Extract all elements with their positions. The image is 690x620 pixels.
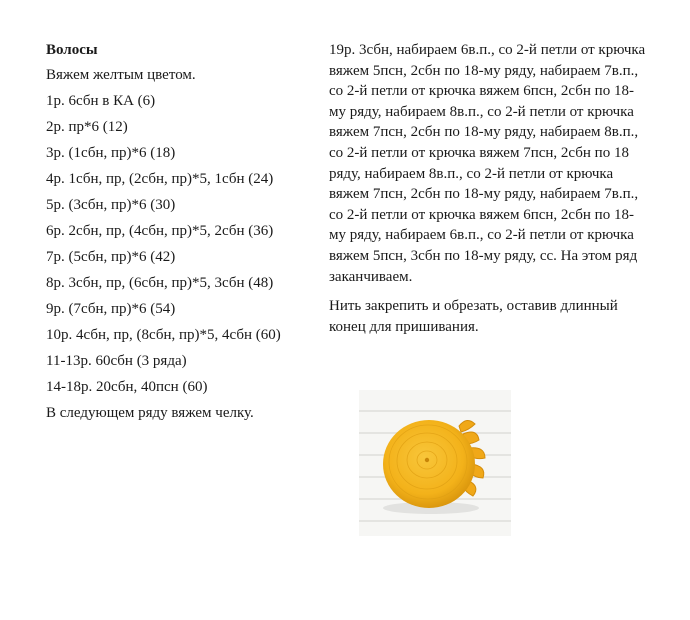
left-column <box>46 40 326 429</box>
right-column <box>329 40 649 346</box>
crochet-cap-illustration <box>359 390 511 536</box>
crochet-cap-photo <box>359 390 511 536</box>
intro-line: Вяжем желтым цветом. <box>46 67 196 83</box>
finishing-instruction: Нить закрепить и обрезать, оставив длинный конец для пришивания. <box>329 298 618 335</box>
closing-line: В следующем ряду вяжем челку. <box>46 405 254 421</box>
row-instruction: 8р. 3сбн, пр, (6сбн, пр)*5, 3сбн (48) <box>46 275 274 291</box>
row-instruction: 4р. 1сбн, пр, (2сбн, пр)*5, 1сбн (24) <box>46 171 274 187</box>
row-instruction: 5р. (3сбн, пр)*6 (30) <box>46 197 176 213</box>
section-heading: Волосы <box>46 42 98 58</box>
row-instruction: 6р. 2сбн, пр, (4сбн, пр)*5, 2сбн (36) <box>46 223 274 239</box>
row-instruction: 3р. (1сбн, пр)*6 (18) <box>46 145 176 161</box>
row-instruction: 2р. пр*6 (12) <box>46 119 128 135</box>
row-instruction: 10р. 4сбн, пр, (8сбн, пр)*5, 4сбн (60) <box>46 327 281 343</box>
row-instruction: 1р. 6сбн в КА (6) <box>46 93 156 109</box>
row-19-instruction: 19р. 3сбн, набираем 6в.п., со 2-й петли от крючка вяжем 5псн, 2сбн по 18-му ряду, набираем 7в.п., со 2-й петли от крючка вяжем 6псн, 2сбн по 18-му ряду, набираем 8в.п., со 2-й петли от крючка вяжем 7псн, 2сбн по 18-му ряду, набираем 8в.п., со 2-й петли от крючка вяжем 7псн, 2сбн по 18 ряду, набираем 8в.п., со 2-й петли от крючка вяжем 7псн, 2сбн по 18-му ряду, набираем 7в.п., со 2-й петли от крючка вяжем 6псн, 2сбн по 18-му ряду, набираем 6в.п., со 2-й петли от крючка вяжем 5псн, 3сбн по 18-му ряду, сс. На этом ряд заканчиваем. <box>329 42 646 285</box>
row-instruction: 7р. (5сбн, пр)*6 (42) <box>46 249 176 265</box>
row-instruction: 14-18р. 20сбн, 40псн (60) <box>46 379 208 395</box>
row-instruction: 11-13р. 60сбн (3 ряда) <box>46 353 187 369</box>
row-instruction: 9р. (7сбн, пр)*6 (54) <box>46 301 176 317</box>
